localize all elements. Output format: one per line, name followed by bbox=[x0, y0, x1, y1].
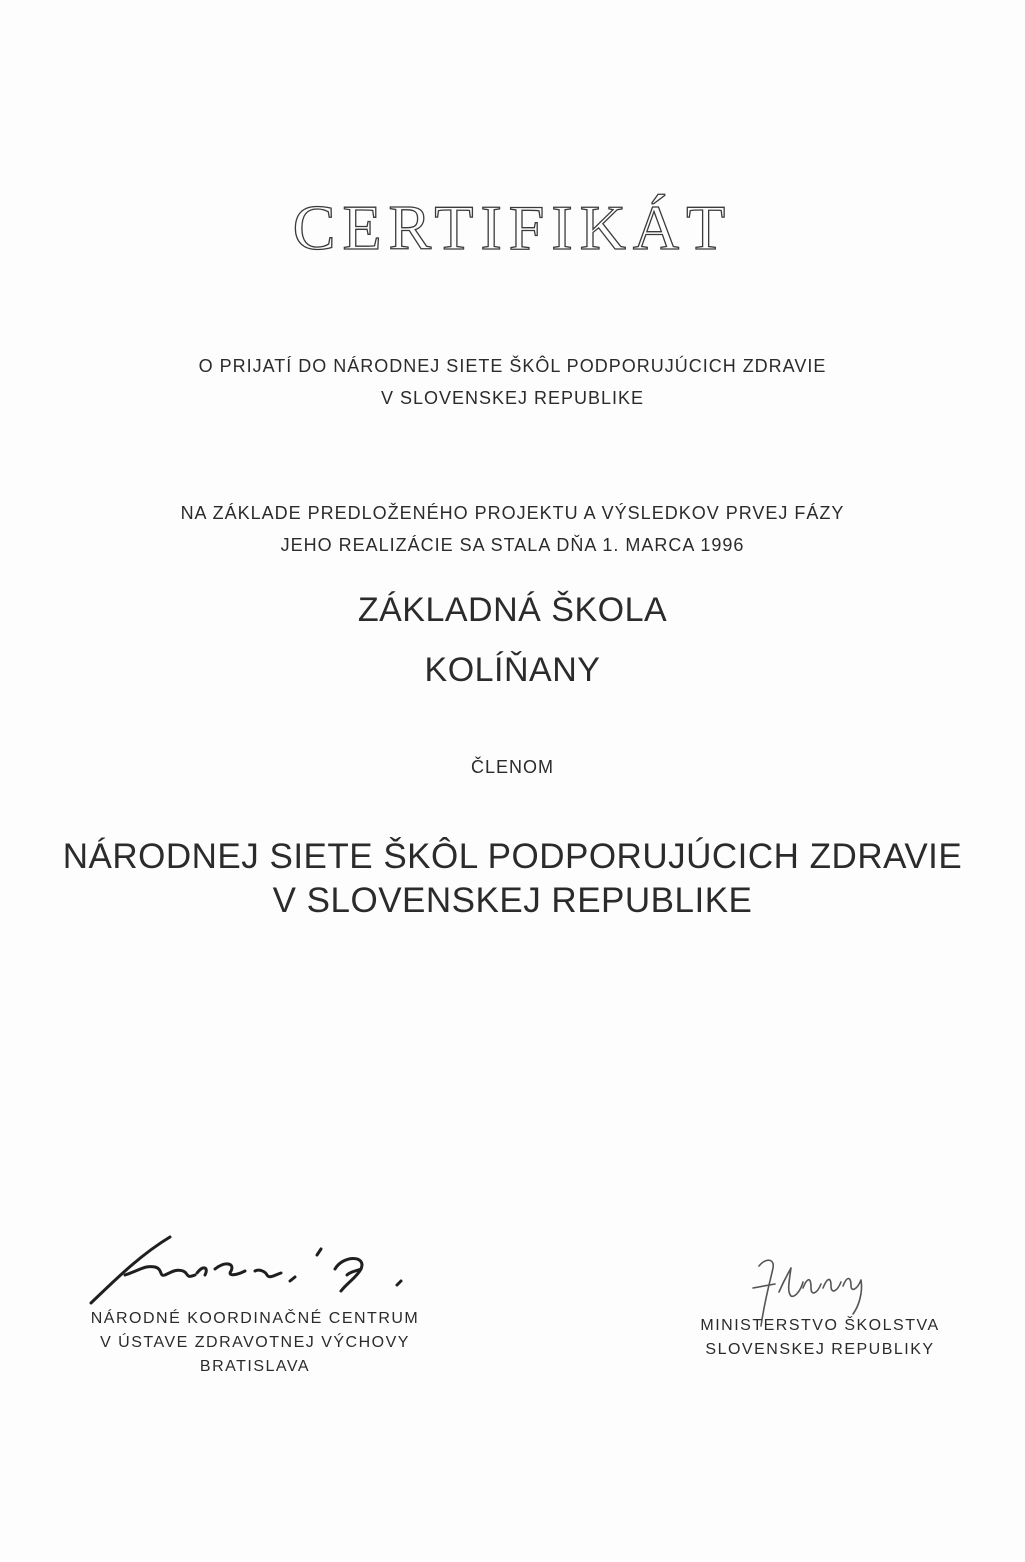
school-name-line: KOLÍŇANY bbox=[424, 651, 601, 689]
basis-line: NA ZÁKLADE PREDLOŽENÉHO PROJEKTU A VÝSLEDKOV PRVEJ FÁZY bbox=[180, 503, 845, 523]
member-label: ČLENOM bbox=[470, 757, 554, 777]
left-signature bbox=[85, 1225, 415, 1310]
certificate-title: CERTIFIKÁT bbox=[292, 192, 733, 263]
left-signatory bbox=[55, 1307, 455, 1379]
basis-line: JEHO REALIZÁCIE SA STALA DŇA 1. MARCA 1996 bbox=[280, 535, 745, 555]
basis-statement bbox=[0, 497, 1025, 561]
signatory-line: NÁRODNÉ KOORDINAČNÉ CENTRUM bbox=[90, 1310, 420, 1327]
signatory-line: SLOVENSKEJ REPUBLIKY bbox=[705, 1341, 935, 1358]
signatory-line: V ÚSTAVE ZDRAVOTNEJ VÝCHOVY bbox=[100, 1334, 410, 1351]
school-name-line: ZÁKLADNÁ ŠKOLA bbox=[357, 591, 668, 629]
right-signatory bbox=[680, 1314, 960, 1362]
certificate-subtitle bbox=[0, 350, 1025, 414]
subtitle-line: O PRIJATÍ DO NÁRODNEJ SIETE ŠKÔL PODPORUJÚCICH ZDRAVIE bbox=[198, 356, 827, 376]
subtitle-line: V SLOVENSKEJ REPUBLIKE bbox=[380, 388, 645, 408]
network-name bbox=[0, 835, 1025, 923]
network-line: NÁRODNEJ SIETE ŠKÔL PODPORUJÚCICH ZDRAVIE bbox=[62, 837, 963, 876]
signatory-line: MINISTERSTVO ŠKOLSTVA bbox=[700, 1317, 940, 1334]
network-line: V SLOVENSKEJ REPUBLIKE bbox=[272, 881, 753, 920]
signatory-line: BRATISLAVA bbox=[199, 1358, 311, 1375]
school-name bbox=[0, 591, 1025, 715]
